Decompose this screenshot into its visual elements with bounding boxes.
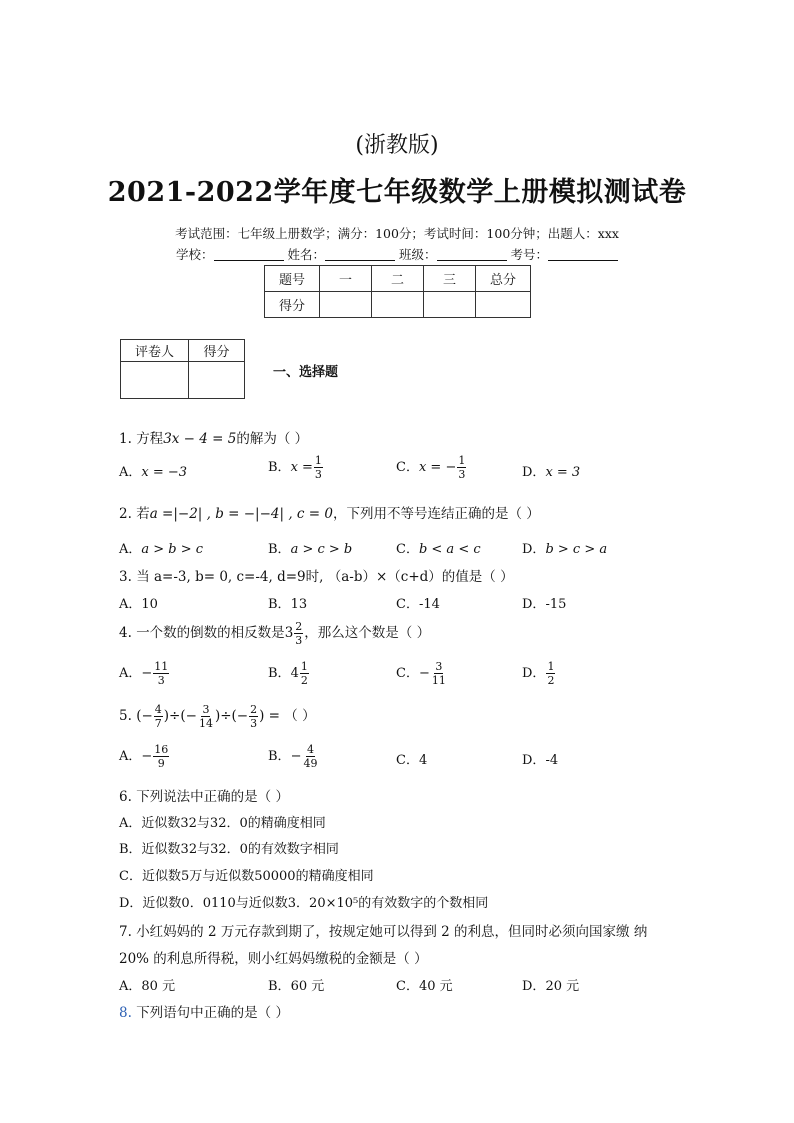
option-d[interactable] (522, 538, 607, 557)
expression: ) = （ ） (259, 708, 316, 724)
option-a[interactable] (119, 743, 170, 770)
option-d[interactable] (522, 593, 566, 612)
question-text: 若 (136, 506, 150, 522)
option-label: A． (119, 749, 142, 764)
expression: a =|−2| , b = −|−4| , c = 0 (149, 506, 333, 522)
expression: (− (136, 708, 153, 724)
option-b[interactable] (268, 660, 310, 687)
option-c[interactable] (396, 593, 440, 612)
grader-cell[interactable] (189, 362, 245, 399)
option-label: D． (522, 597, 546, 612)
school-field[interactable] (214, 248, 284, 261)
score-table (264, 265, 531, 318)
denominator: 7 (154, 717, 162, 730)
student-fields (0, 245, 794, 263)
numerator: 2 (295, 620, 303, 633)
numerator: 3 (202, 703, 210, 716)
question-number: 1. (119, 431, 132, 447)
score-header: 三 (424, 266, 476, 292)
fraction (314, 454, 323, 481)
class-field[interactable] (437, 248, 507, 261)
class-label: 班级： (398, 247, 437, 262)
score-header: 一 (320, 266, 372, 292)
option-value: x = 3 (545, 465, 581, 480)
question-number: 8. (119, 1005, 132, 1021)
option-d[interactable] (522, 461, 580, 480)
option-b[interactable] (268, 538, 352, 557)
denominator: 2 (300, 674, 308, 687)
score-row-label: 得分 (265, 292, 320, 318)
question-number: 6. (119, 789, 132, 805)
option-a[interactable]: A．近似数32与32．0的精确度相同 (119, 816, 326, 831)
option-value: b < a < c (418, 542, 481, 557)
option-value: 60 元 (290, 979, 325, 994)
option-label: C． (396, 460, 419, 475)
fraction (546, 660, 555, 687)
option-value: 80 元 (141, 979, 176, 994)
denominator: 11 (431, 674, 446, 687)
denominator: 3 (295, 634, 303, 647)
numerator: 1 (458, 454, 466, 467)
option-label: B． (268, 666, 291, 681)
exam-title: 2021-2022学年度七年级数学上册模拟测试卷 (107, 177, 687, 208)
question-3 (119, 565, 514, 585)
denominator: 14 (198, 717, 213, 730)
score-header: 总分 (476, 266, 531, 292)
option-label: C． (396, 597, 419, 612)
numerator: 3 (435, 660, 443, 673)
fraction (457, 454, 466, 481)
grader-header: 评卷人 (121, 340, 189, 362)
grader-table (120, 339, 245, 399)
section-title: 一、选择题 (273, 365, 339, 380)
option-sign: − (418, 666, 430, 681)
option-value: a > c > b (290, 542, 353, 557)
option-value: x = − (418, 460, 457, 475)
denominator: 9 (157, 757, 165, 770)
option-label: B． (268, 460, 291, 475)
numerator: 4 (306, 743, 314, 756)
score-cell[interactable] (320, 292, 372, 318)
question-6 (119, 785, 289, 805)
option-label: C． (396, 542, 419, 557)
fraction (198, 703, 214, 730)
question-text: 的解为（ ） (236, 431, 309, 447)
question-text: 下列语句中正确的是（ ） (136, 1005, 289, 1021)
denominator: 3 (250, 717, 258, 730)
question-text: 方程 (136, 431, 164, 447)
option-a[interactable] (119, 660, 170, 687)
option-value: -4 (545, 753, 559, 768)
score-cell[interactable] (476, 292, 531, 318)
question-text: 小红妈妈的 2 万元存款到期了，按规定她可以得到 2 的利息，但同时必须向国家缴 纳 (136, 924, 648, 940)
option-sign: − (141, 749, 153, 764)
fraction (302, 743, 318, 770)
denominator: 3 (314, 468, 322, 481)
question-4 (119, 620, 430, 647)
mixed-whole: 3 (284, 625, 294, 641)
option-c[interactable] (396, 660, 448, 687)
school-label: 学校： (175, 247, 214, 262)
mixed-whole: 4 (290, 666, 299, 681)
numerator: 4 (154, 703, 162, 716)
question-7 (119, 920, 647, 940)
score-cell[interactable] (424, 292, 476, 318)
equation: 3x − 4 = 5 (163, 431, 237, 447)
numerator: 16 (154, 743, 169, 756)
option-label: A． (119, 597, 142, 612)
option-value: x = −3 (141, 465, 188, 480)
fraction (294, 620, 303, 647)
option-d[interactable] (522, 975, 579, 994)
numerator: 1 (547, 660, 555, 673)
question-2 (119, 502, 540, 522)
fraction (300, 660, 309, 687)
exam-number-label: 考号： (510, 247, 548, 262)
option-value: -15 (545, 597, 567, 612)
option-value: b > c > a (545, 542, 608, 557)
question-text: 下列说法中正确的是（ ） (136, 789, 289, 805)
option-c[interactable] (396, 749, 427, 768)
grader-header: 得分 (189, 340, 245, 362)
score-cell[interactable] (372, 292, 424, 318)
option-c[interactable] (396, 454, 467, 481)
score-header: 题号 (265, 266, 320, 292)
question-text: 当 a=-3, b= 0, c=-4, d=9时, （a-b）×（c+d）的值是（ ） (136, 569, 514, 585)
denominator: 49 (303, 757, 318, 770)
fraction (431, 660, 447, 687)
option-c[interactable] (396, 975, 453, 994)
option-value: 13 (290, 597, 308, 612)
option-sign: − (141, 666, 153, 681)
question-1 (119, 427, 308, 447)
question-5 (119, 703, 316, 730)
option-c[interactable] (396, 538, 481, 557)
option-label: B． (268, 597, 291, 612)
edition-label: (浙教版) (355, 133, 439, 158)
option-label: B． (268, 542, 291, 557)
option-label: D． (522, 753, 546, 768)
name-field[interactable] (325, 248, 395, 261)
question-text: ，下列用不等号连结正确的是（ ） (332, 506, 540, 522)
option-a[interactable] (119, 538, 203, 557)
denominator: 3 (458, 468, 466, 481)
question-8 (119, 1001, 289, 1021)
option-value: 4 (418, 753, 428, 768)
option-label: A． (119, 666, 142, 681)
numerator: 2 (250, 703, 258, 716)
option-b[interactable] (268, 593, 307, 612)
option-value: a > b > c (141, 542, 204, 557)
option-value: 20 元 (545, 979, 580, 994)
option-b[interactable] (268, 975, 324, 994)
fraction (153, 743, 169, 770)
option-label: D． (522, 465, 546, 480)
question-number: 2. (119, 506, 132, 522)
option-label: A． (119, 542, 142, 557)
option-value: x = (290, 460, 313, 475)
exam-number-field[interactable] (548, 248, 618, 261)
numerator: 1 (300, 660, 308, 673)
option-value: 10 (141, 597, 158, 612)
option-value: -14 (418, 597, 440, 612)
question-number: 5. (119, 708, 132, 724)
numerator: 11 (154, 660, 169, 673)
option-b[interactable] (268, 454, 324, 481)
option-label: C． (396, 753, 419, 768)
question-number: 7. (119, 924, 132, 940)
question-text: 一个数的倒数的相反数是 (136, 625, 285, 641)
grader-cell[interactable] (121, 362, 189, 399)
option-label: B． (268, 979, 291, 994)
exam-info: 考试范围：七年级上册数学；满分：100分；考试时间：100分钟；出题人：xxx (175, 226, 619, 241)
expression: )÷(− (163, 708, 197, 724)
denominator: 2 (547, 674, 555, 687)
option-d[interactable] (522, 660, 556, 687)
option-value: 40 元 (418, 979, 453, 994)
question-number: 4. (119, 625, 132, 641)
option-label: C． (396, 666, 419, 681)
option-d[interactable]: D．近似数0．0110与近似数3．20×10⁵的有效数字的个数相同 (119, 896, 489, 911)
option-sign: − (290, 749, 302, 764)
option-b[interactable] (268, 743, 319, 770)
numerator: 1 (314, 454, 322, 467)
option-a[interactable] (119, 975, 175, 994)
option-a[interactable] (119, 461, 187, 480)
option-a[interactable] (119, 593, 158, 612)
question-7-line-2: 20% 的利息所得税，则小红妈妈缴税的金额是（ ） (119, 951, 428, 967)
option-d[interactable] (522, 749, 558, 768)
option-label: C． (396, 979, 419, 994)
question-text: ，那么这个数是（ ） (304, 625, 431, 641)
expression: )÷(− (214, 708, 249, 724)
option-label: D． (522, 542, 546, 557)
option-label: D． (522, 979, 546, 994)
option-label: D． (522, 666, 546, 681)
name-label: 姓名： (287, 247, 325, 262)
question-number: 3. (119, 569, 132, 585)
option-label: A． (119, 465, 142, 480)
denominator: 3 (157, 674, 165, 687)
option-label: A． (119, 979, 142, 994)
fraction (153, 660, 169, 687)
fraction (154, 703, 163, 730)
fraction (249, 703, 258, 730)
option-label: B． (268, 749, 291, 764)
option-b[interactable]: B．近似数32与32．0的有效数字相同 (119, 842, 339, 857)
option-c[interactable]: C．近似数5万与近似数50000的精确度相同 (119, 869, 374, 884)
score-header: 二 (372, 266, 424, 292)
